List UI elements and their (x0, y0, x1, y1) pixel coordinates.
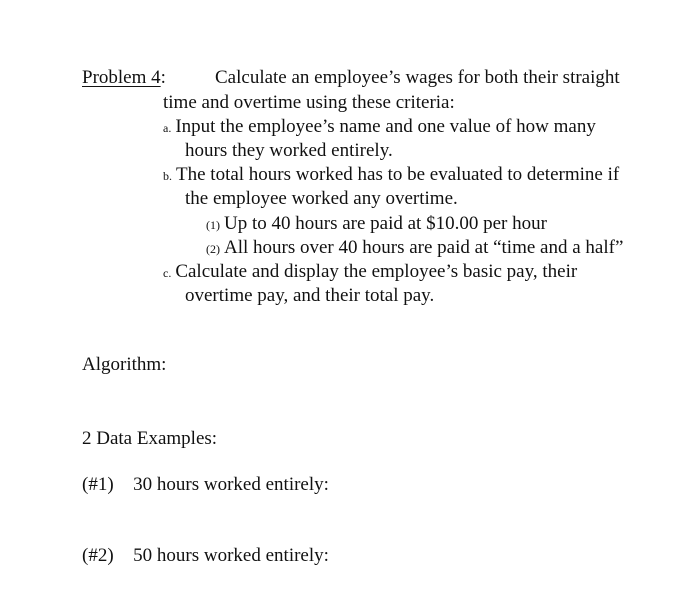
subitem-2 (206, 236, 623, 261)
problem-colon: : (160, 67, 166, 88)
subitem-1-marker: (1) (206, 218, 220, 232)
subitem-1 (206, 212, 547, 237)
item-b-line1: The total hours worked has to be evaluated to determine if (176, 164, 620, 185)
subitem-2-text: All hours over 40 hours are paid at “time and a half” (224, 237, 624, 258)
example-2-label: (#2) (82, 545, 114, 566)
item-c-line1: Calculate and display the employee’s basic pay, their (175, 261, 578, 282)
example-2-text: 50 hours worked entirely: (133, 545, 329, 566)
data-example-2 (82, 544, 329, 568)
example-1-text: 30 hours worked entirely: (133, 474, 329, 495)
item-a-line1: Input the employee’s name and one value of how many (175, 116, 596, 137)
criteria-item-b (163, 163, 619, 188)
item-b-line2: the employee worked any overtime. (185, 188, 458, 209)
item-c-line2: overtime pay, and their total pay. (185, 285, 435, 306)
subitem-2-marker: (2) (206, 242, 220, 256)
problem-label: Problem 4 (82, 67, 161, 88)
data-examples-heading: 2 Data Examples: (82, 428, 218, 449)
item-a-line2: hours they worked entirely. (185, 140, 393, 161)
item-b-marker: b. (163, 169, 172, 183)
item-a-marker: a. (163, 121, 172, 135)
subitem-1-text: Up to 40 hours are paid at $10.00 per hour (224, 213, 547, 234)
example-1-label: (#1) (82, 474, 114, 495)
problem-intro-line2: time and overtime using these criteria: (163, 92, 455, 113)
criteria-item-a (163, 115, 596, 140)
problem-intro-line1: Calculate an employee’s wages for both their straight (215, 67, 620, 88)
item-c-marker: c. (163, 266, 172, 280)
algorithm-label: Algorithm: (82, 354, 167, 375)
data-example-1 (82, 473, 329, 497)
problem-heading (82, 66, 166, 90)
criteria-item-c (163, 260, 577, 285)
